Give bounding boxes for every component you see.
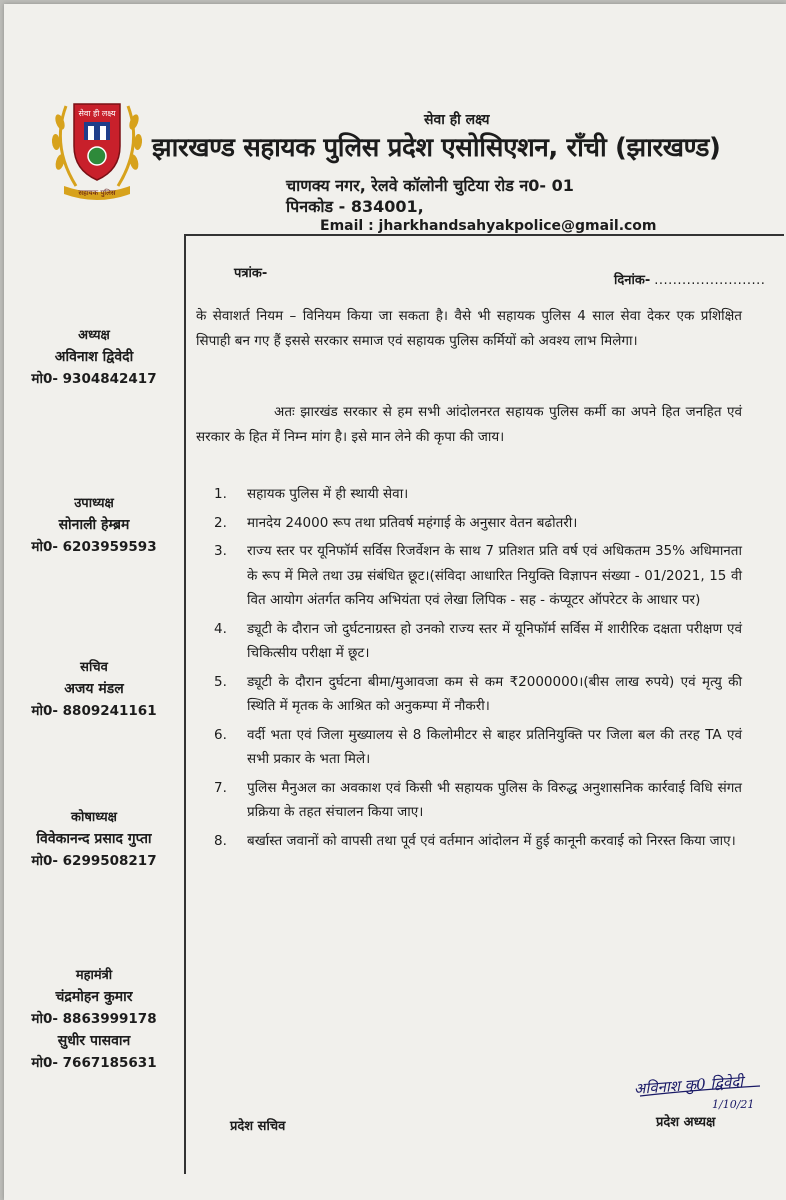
item-text: राज्य स्तर पर यूनिफॉर्म सर्विस रिजर्वेशन के साथ 7 प्रतिशत प्रति वर्ष एवं अधिकतम 35% अधिमानता के रूप में मिले तथा उम्र संबंधित छूट।(संविदा आधारित नियुक्ति विज्ञापन संख्या - 01/2021, 15 वी वित आयोग अंतर्गत कनिय अभियंता एवं लेखा लिपिक - सह - कंप्यूटर ऑपरेटर के आधार पर) <box>247 543 742 608</box>
office-bearer-secretary <box>4 658 184 722</box>
bearer-name: अजय मंडल <box>64 681 124 697</box>
handwritten-signature <box>632 1068 772 1114</box>
office-bearer-president <box>4 326 184 390</box>
item-number: 8. <box>214 832 227 849</box>
office-bearer-general-secretary <box>4 966 184 1074</box>
bearer-name: सोनाली हेम्ब्रम <box>58 517 130 533</box>
item-text: वर्दी भता एवं जिला मुख्यालय से 8 किलोमीटर से बाहर प्रतिनियुक्ति पर जिला बल की तरह TA एवं सभी प्रकार के भता मिले। <box>247 726 742 767</box>
sidebar-divider <box>184 234 186 1174</box>
state-president-signature-label: प्रदेश अध्यक्ष <box>656 1115 716 1130</box>
bearer-name: अविनाश द्विवेदी <box>54 349 134 365</box>
list-item <box>214 776 742 825</box>
bearer-role: कोषाध्यक्ष <box>71 810 117 825</box>
item-number: 5. <box>214 673 227 690</box>
date-placeholder: ........................ <box>654 273 766 288</box>
body-paragraph-2: अतः झारखंड सरकार से हम सभी आंदोलनरत सहायक पुलिस कर्मी का अपने हित जनहित एवं सरकार के हित में निम्न मांग है। इसे मान लेने की कृपा की जाय। <box>196 404 742 445</box>
item-text: सहायक पुलिस में ही स्थायी सेवा। <box>247 486 409 502</box>
bearer-role: अध्यक्ष <box>78 328 110 343</box>
signature-name: अविनाश कु0 द्विवेदी <box>633 1072 744 1099</box>
tagline: सेवा ही लक्ष्य <box>424 112 490 128</box>
bearer-name: चंद्रमोहन कुमार <box>55 989 133 1005</box>
item-number: 2. <box>214 514 227 531</box>
item-number: 6. <box>214 726 227 743</box>
header-divider <box>184 234 784 236</box>
list-item <box>214 617 742 666</box>
item-text: मानदेय 24000 रूप तथा प्रतिवर्ष महंगाई के अनुसार वेतन बढोतरी। <box>247 514 578 531</box>
letterhead-page <box>4 4 786 1200</box>
item-text: ड्यूटी के दौरान जो दुर्घटनाग्रस्त हो उनको राज्य स्तर में यूनिफॉर्म सर्विस में शारीरिक दक्षता परीक्षण एवं चिकित्सीय परीक्षा में छूट। <box>247 620 742 661</box>
bearer-role: सचिव <box>80 660 108 675</box>
item-text: बर्खास्त जवानों को वापसी तथा पूर्व एवं वर्तमान आंदोलन में हुई कानूनी करवाई को निरस्त किया जाए। <box>247 832 736 849</box>
office-bearer-vice-president <box>4 494 184 558</box>
list-item <box>214 482 742 507</box>
list-item <box>214 723 742 772</box>
bearer-mobile: मो0- 6203959593 <box>31 539 157 555</box>
state-secretary-signature-label: प्रदेश सचिव <box>230 1119 286 1134</box>
item-number: 1. <box>214 486 227 502</box>
item-number: 7. <box>214 779 227 796</box>
list-item <box>214 539 742 613</box>
list-item <box>214 670 742 719</box>
bearer-mobile: मो0- 6299508217 <box>31 853 157 869</box>
office-bearer-treasurer <box>4 808 184 872</box>
item-number: 3. <box>214 543 227 559</box>
bearer-name: सुधीर पासवान <box>57 1033 131 1049</box>
bearer-role: उपाध्यक्ष <box>74 496 114 511</box>
organization-name: झारखण्ड सहायक पुलिस प्रदेश एसोसिएशन, राँची (झारखण्ड) <box>152 133 721 163</box>
item-text: पुलिस मैनुअल का अवकाश एवं किसी भी सहायक पुलिस के विरुद्ध अनुशासनिक कार्रवाई विधि संगत प्रक्रिया के तहत संचालन किया जाए। <box>247 779 742 820</box>
signature-date: 1/10/21 <box>712 1098 755 1111</box>
police-emblem-logo <box>46 86 148 204</box>
emblem-banner-text: सहायक पुलिस <box>78 189 116 197</box>
bearer-mobile: मो0- 7667185631 <box>31 1055 157 1071</box>
address-line-1: चाणक्य नगर, रेलवे कॉलोनी चुटिया रोड न0- 01 <box>286 176 574 195</box>
item-number: 4. <box>214 620 227 637</box>
reference-label: पत्रांक- <box>234 266 268 281</box>
emblem-motto-text: सेवा ही लक्ष्य <box>78 109 116 118</box>
address-line-2: पिनकोड - 834001, <box>286 197 424 216</box>
bearer-mobile: मो0- 9304842417 <box>31 371 157 387</box>
list-item <box>214 511 742 536</box>
list-item <box>214 829 742 854</box>
bearer-mobile: मो0- 8863999178 <box>31 1011 157 1027</box>
date-label: दिनांक- <box>614 273 651 288</box>
demands-list <box>214 482 742 857</box>
email-address: Email : jharkhandsahyakpolice@gmail.com <box>320 218 657 234</box>
bearer-mobile: मो0- 8809241161 <box>31 703 157 719</box>
item-text: ड्यूटी के दौरान दुर्घटना बीमा/मुआवजा कम से कम ₹2000000।(बीस लाख रुपये) एवं मृत्यु की स्थिति में मृतक के आश्रित को अनुकम्पा में नौकरी। <box>247 673 742 714</box>
date-field <box>614 270 765 288</box>
bearer-role: महामंत्री <box>75 968 113 983</box>
body-paragraph-1: के सेवाशर्त नियम – विनियम किया जा सकता है। वैसे भी सहायक पुलिस 4 साल सेवा देकर एक प्रशिक्षित सिपाही बन गए हैं इससे सरकार समाज एवं सहायक पुलिस कर्मियों को अवश्य लाभ मिलेगा। <box>196 308 742 349</box>
bearer-name: विवेकानन्द प्रसाद गुप्ता <box>36 831 152 847</box>
